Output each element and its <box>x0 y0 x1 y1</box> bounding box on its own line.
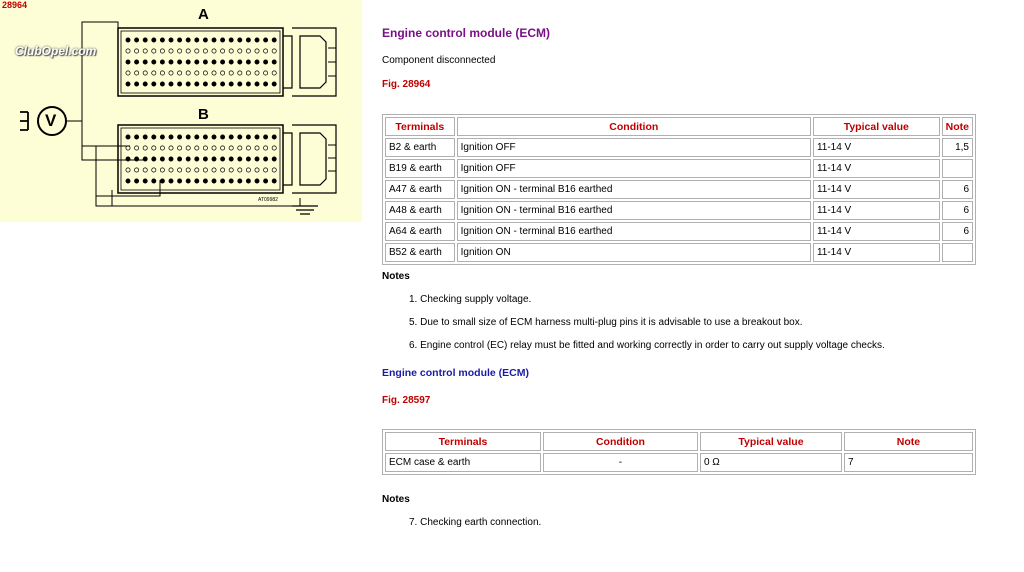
connector-pin <box>212 71 216 75</box>
connector-pin <box>255 157 259 161</box>
connector-pin <box>186 135 190 139</box>
connector-pin <box>221 168 225 172</box>
cell-note: 7 <box>844 453 973 472</box>
connector-pin <box>229 157 233 161</box>
cell-terminals: A47 & earth <box>385 180 455 199</box>
header-condition: Condition <box>543 432 698 451</box>
connector-pin <box>195 60 199 64</box>
connector-pin <box>143 146 147 150</box>
earth-table <box>382 429 976 475</box>
connector-pin <box>178 157 182 161</box>
connector-pin <box>160 135 164 139</box>
connector-pin <box>212 82 216 86</box>
connector-pin <box>221 157 225 161</box>
connector-pin <box>152 38 156 42</box>
connector-pin <box>221 60 225 64</box>
connector-pin <box>272 60 276 64</box>
connector-pin <box>238 38 242 42</box>
voltage-table <box>382 114 976 265</box>
connector-pin <box>160 38 164 42</box>
cell-condition: Ignition OFF <box>457 159 811 178</box>
connector-pin <box>169 82 173 86</box>
connector-pin <box>238 135 242 139</box>
connector-pin <box>143 60 147 64</box>
connector-pin <box>229 179 233 183</box>
header-note: Note <box>844 432 973 451</box>
connector-pin <box>152 49 156 53</box>
connector-pin <box>221 38 225 42</box>
connector-pin <box>186 71 190 75</box>
cell-typical-value: 0 Ω <box>700 453 842 472</box>
connector-pin <box>186 49 190 53</box>
cell-typical-value: 11-14 V <box>813 222 940 241</box>
connector-pin <box>238 146 242 150</box>
connector-pin <box>160 146 164 150</box>
connector-pin <box>152 60 156 64</box>
connector-pin <box>178 71 182 75</box>
connector-pin <box>246 179 250 183</box>
connector-pin <box>143 82 147 86</box>
connector-pin <box>255 168 259 172</box>
connector-pin <box>238 179 242 183</box>
cell-terminals: ECM case & earth <box>385 453 541 472</box>
connector-pin <box>152 135 156 139</box>
connector-pin <box>178 82 182 86</box>
header-typical-value: Typical value <box>700 432 842 451</box>
connector-pin <box>186 82 190 86</box>
connector-pin <box>272 168 276 172</box>
connector-pin <box>229 49 233 53</box>
connector-pin <box>212 38 216 42</box>
connector-pin <box>143 135 147 139</box>
connector-pin <box>169 179 173 183</box>
connector-pin <box>195 38 199 42</box>
connector-pin <box>178 49 182 53</box>
connector-pin <box>229 82 233 86</box>
cell-note: 6 <box>942 201 973 220</box>
connector-pin <box>169 71 173 75</box>
connector-pin <box>246 135 250 139</box>
header-note: Note <box>942 117 973 136</box>
connector-pin <box>186 157 190 161</box>
connector-pin <box>186 146 190 150</box>
voltmeter-symbol: V <box>45 111 57 130</box>
connector-pin <box>272 71 276 75</box>
connector-pin <box>186 38 190 42</box>
cell-condition: - <box>543 453 698 472</box>
connector-pin <box>178 168 182 172</box>
connector-pin <box>229 60 233 64</box>
cell-typical-value: 11-14 V <box>813 159 940 178</box>
connector-pin <box>203 179 207 183</box>
connector-pin <box>238 157 242 161</box>
connector-pin <box>152 71 156 75</box>
cell-condition: Ignition ON - terminal B16 earthed <box>457 222 811 241</box>
connector-pin <box>212 179 216 183</box>
connector-pin <box>160 179 164 183</box>
cell-typical-value: 11-14 V <box>813 243 940 262</box>
connector-pin <box>186 179 190 183</box>
connector-pin <box>186 60 190 64</box>
connector-pin <box>169 49 173 53</box>
connector-pin <box>126 38 130 42</box>
connector-pin <box>195 168 199 172</box>
table-row <box>385 453 973 472</box>
connector-pin <box>203 146 207 150</box>
connector-pin <box>264 157 268 161</box>
connector-pin <box>126 82 130 86</box>
connector-pin <box>126 135 130 139</box>
table-row <box>385 222 973 241</box>
connector-pin <box>169 135 173 139</box>
connector-pin <box>246 82 250 86</box>
connector-pin <box>143 49 147 53</box>
connector-pin <box>126 179 130 183</box>
header-condition: Condition <box>457 117 811 136</box>
cell-terminals: A64 & earth <box>385 222 455 241</box>
connector-pin <box>221 49 225 53</box>
connector-pin <box>255 60 259 64</box>
connector-pin <box>264 38 268 42</box>
cell-condition: Ignition ON - terminal B16 earthed <box>457 201 811 220</box>
watermark-logo: ClubOpel.com <box>15 44 97 58</box>
earth-symbol <box>292 206 318 214</box>
connector-pin <box>195 135 199 139</box>
connector-pin <box>238 168 242 172</box>
connector-pin <box>203 71 207 75</box>
connector-pin <box>152 82 156 86</box>
cell-note <box>942 243 973 262</box>
connector-pin <box>246 157 250 161</box>
connector-pin <box>195 49 199 53</box>
cell-condition: Ignition ON - terminal B16 earthed <box>457 180 811 199</box>
connector-pin <box>178 38 182 42</box>
connector-pin <box>255 71 259 75</box>
cell-terminals: B19 & earth <box>385 159 455 178</box>
connector-pin <box>135 49 139 53</box>
connector-pin <box>135 146 139 150</box>
connector-pin <box>255 82 259 86</box>
connector-pin <box>203 82 207 86</box>
connector-pin <box>169 146 173 150</box>
connector-diagram <box>0 0 362 222</box>
table-row <box>385 201 973 220</box>
connector-pin <box>178 60 182 64</box>
connector-pin <box>126 168 130 172</box>
connector-pin <box>186 168 190 172</box>
connector-pin <box>264 71 268 75</box>
table-row <box>385 180 973 199</box>
connector-pin <box>152 157 156 161</box>
connector-pin <box>255 179 259 183</box>
table-header-row <box>385 117 973 136</box>
table-header-row <box>385 432 973 451</box>
drawing-reference: AT09982 <box>258 197 278 203</box>
table-row <box>385 159 973 178</box>
connector-pin <box>143 71 147 75</box>
connector-pin <box>135 60 139 64</box>
connector-pin <box>195 157 199 161</box>
connector-pin <box>143 168 147 172</box>
connector-pin <box>238 82 242 86</box>
header-typical-value: Typical value <box>813 117 940 136</box>
connector-pin <box>264 146 268 150</box>
connector-pin <box>160 60 164 64</box>
connector-pin <box>160 168 164 172</box>
connector-pin <box>264 60 268 64</box>
connector-pin <box>143 38 147 42</box>
connector-pin <box>135 135 139 139</box>
connector-pin <box>212 168 216 172</box>
note-item: 1. Checking supply voltage. <box>409 294 532 305</box>
connector-pin <box>229 168 233 172</box>
connector-pin <box>272 146 276 150</box>
figure-ref-2: Fig. 28597 <box>382 395 431 406</box>
connector-pin <box>272 135 276 139</box>
table-row <box>385 138 973 157</box>
connector-pin <box>221 82 225 86</box>
connector-pin <box>221 135 225 139</box>
connector-pin <box>135 38 139 42</box>
connector-pin <box>221 71 225 75</box>
note-item: 5. Due to small size of ECM harness multi-plug pins it is advisable to use a breakout box. <box>409 317 803 328</box>
connector-pin <box>272 49 276 53</box>
connector-pin <box>264 135 268 139</box>
connector-pin <box>195 179 199 183</box>
connector-pin <box>135 168 139 172</box>
connector-pin <box>135 71 139 75</box>
connector-pin <box>178 135 182 139</box>
connector-pin <box>203 135 207 139</box>
connector-a-pins <box>126 38 276 86</box>
connector-pin <box>203 38 207 42</box>
connector-pin <box>229 71 233 75</box>
connector-pin <box>203 168 207 172</box>
figure-ref-1: Fig. 28964 <box>382 79 431 90</box>
connector-pin <box>212 60 216 64</box>
notes-heading-1: Notes <box>382 271 410 282</box>
cell-note <box>942 159 973 178</box>
connector-pin <box>143 179 147 183</box>
connector-pin <box>195 71 199 75</box>
connector-pin <box>152 179 156 183</box>
connector-pin <box>272 82 276 86</box>
cell-note: 6 <box>942 180 973 199</box>
cell-typical-value: 11-14 V <box>813 138 940 157</box>
connector-pin <box>203 157 207 161</box>
connector-pin <box>229 146 233 150</box>
connector-pin <box>212 49 216 53</box>
connector-pin <box>160 71 164 75</box>
connector-a-label: A <box>198 6 209 23</box>
connector-pin <box>246 38 250 42</box>
connector-pin <box>246 49 250 53</box>
connector-pin <box>195 82 199 86</box>
header-terminals: Terminals <box>385 117 455 136</box>
connector-pin <box>126 71 130 75</box>
connector-pin <box>238 60 242 64</box>
connector-pin <box>135 82 139 86</box>
table-row <box>385 243 973 262</box>
notes-list-2 <box>409 517 541 540</box>
cell-note: 6 <box>942 222 973 241</box>
connector-pin <box>255 38 259 42</box>
connector-pin <box>169 168 173 172</box>
note-item: 7. Checking earth connection. <box>409 517 542 528</box>
connector-pin <box>246 168 250 172</box>
cell-note: 1,5 <box>942 138 973 157</box>
connector-pin <box>229 135 233 139</box>
connector-pin <box>160 49 164 53</box>
connector-pin <box>264 179 268 183</box>
connector-pin <box>169 60 173 64</box>
connector-pin <box>221 146 225 150</box>
connector-pin <box>229 38 233 42</box>
connector-pin <box>212 146 216 150</box>
notes-list-1 <box>409 294 885 363</box>
notes-heading-2: Notes <box>382 494 410 505</box>
cell-typical-value: 11-14 V <box>813 201 940 220</box>
cell-typical-value: 11-14 V <box>813 180 940 199</box>
connector-pin <box>203 60 207 64</box>
connector-pin <box>238 71 242 75</box>
header-terminals: Terminals <box>385 432 541 451</box>
figure-number-tag: 28964 <box>2 0 28 10</box>
connector-pin <box>169 38 173 42</box>
connector-b-label: B <box>198 106 209 123</box>
connector-pin <box>203 49 207 53</box>
connector-pin <box>212 135 216 139</box>
connector-pin <box>126 146 130 150</box>
connector-pin <box>126 49 130 53</box>
status-text: Component disconnected <box>382 55 496 66</box>
connector-pin <box>255 146 259 150</box>
section-title-2: Engine control module (ECM) <box>382 367 529 379</box>
connector-pin <box>272 38 276 42</box>
connector-pin <box>238 49 242 53</box>
connector-pin <box>246 146 250 150</box>
connector-pin <box>246 71 250 75</box>
connector-pin <box>178 146 182 150</box>
connector-pin <box>135 179 139 183</box>
cell-terminals: A48 & earth <box>385 201 455 220</box>
connector-pin <box>195 146 199 150</box>
cell-condition: Ignition ON <box>457 243 811 262</box>
connector-pin <box>272 179 276 183</box>
page-title: Engine control module (ECM) <box>382 26 550 40</box>
connector-pin <box>169 157 173 161</box>
connector-pin <box>255 49 259 53</box>
connector-pin <box>152 168 156 172</box>
cell-condition: Ignition OFF <box>457 138 811 157</box>
connector-pin <box>212 157 216 161</box>
note-item: 6. Engine control (EC) relay must be fitted and working correctly in order to carry out supply voltage checks. <box>409 340 885 351</box>
connector-pin <box>246 60 250 64</box>
connector-pin <box>272 157 276 161</box>
connector-b-pins <box>126 135 276 183</box>
connector-pin <box>264 82 268 86</box>
connector-pin <box>152 146 156 150</box>
cell-terminals: B52 & earth <box>385 243 455 262</box>
connector-pin <box>178 179 182 183</box>
cell-terminals: B2 & earth <box>385 138 455 157</box>
connector-pin <box>126 60 130 64</box>
connector-pin <box>255 135 259 139</box>
connector-pin <box>264 168 268 172</box>
connector-pin <box>221 179 225 183</box>
connector-pin <box>160 157 164 161</box>
connector-pin <box>264 49 268 53</box>
connector-pin <box>160 82 164 86</box>
